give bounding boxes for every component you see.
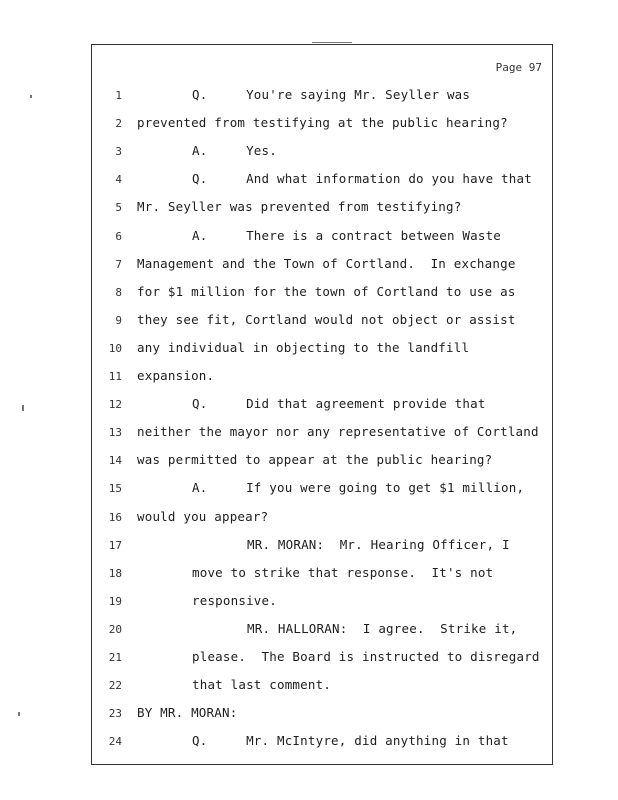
line-text: A. If you were going to get $1 million, — [192, 480, 525, 496]
line-text: MR. HALLORAN: I agree. Strike it, — [247, 620, 518, 636]
transcript-line — [92, 312, 552, 332]
line-number: 24 — [108, 735, 122, 749]
transcript-line — [92, 593, 552, 613]
transcript-line — [92, 705, 552, 725]
line-text: BY MR. MORAN: — [137, 705, 238, 721]
transcript-line — [92, 733, 552, 753]
line-number: 8 — [115, 285, 122, 299]
transcript-line — [92, 256, 552, 276]
line-text: Mr. Seyller was prevented from testifying? — [137, 199, 462, 215]
line-number: 13 — [108, 426, 122, 440]
line-text: Q. And what information do you have that — [192, 171, 532, 187]
line-text: Management and the Town of Cortland. In exchange — [137, 255, 516, 271]
line-text: would you appear? — [137, 508, 269, 524]
transcript-line — [92, 199, 552, 219]
line-text: Q. You're saying Mr. Seyller was — [192, 87, 471, 102]
line-text: that last comment. — [192, 677, 332, 693]
scan-speck — [18, 712, 20, 716]
line-number: 14 — [108, 454, 122, 468]
line-text: any individual in objecting to the landfill — [137, 339, 470, 355]
line-text: A. There is a contract between Waste — [192, 227, 502, 243]
line-number: 6 — [115, 229, 122, 243]
transcript-page — [91, 44, 553, 765]
line-number: 12 — [108, 398, 122, 412]
line-number: 1 — [115, 89, 122, 102]
line-text: they see fit, Cortland would not object or assist — [137, 311, 516, 327]
line-number: 3 — [115, 145, 122, 159]
line-number: 7 — [115, 257, 122, 271]
line-number: 2 — [115, 117, 122, 131]
line-text: neither the mayor nor any representative of Cortland — [137, 424, 539, 440]
transcript-line — [92, 509, 552, 529]
transcript-line — [92, 649, 552, 669]
transcript-line — [92, 621, 552, 641]
line-text: prevented from testifying at the public hearing? — [137, 115, 508, 131]
line-text: expansion. — [137, 368, 215, 383]
transcript-line — [92, 115, 552, 135]
line-number: 5 — [115, 201, 122, 215]
transcript-line — [92, 171, 552, 191]
page-number: Page 97 — [495, 61, 542, 74]
line-text: move to strike that response. It's not — [192, 564, 494, 580]
transcript-line — [92, 424, 552, 444]
scan-speck — [30, 95, 32, 98]
transcript-line — [92, 565, 552, 585]
line-text: Q. Mr. McIntyre, did anything in that — [192, 733, 509, 749]
line-number: 15 — [108, 482, 122, 496]
line-text: responsive. — [192, 592, 277, 608]
transcript-line — [92, 396, 552, 416]
line-text: Q. Did that agreement provide that — [192, 396, 486, 412]
line-number: 22 — [108, 679, 122, 693]
transcript-line — [92, 480, 552, 500]
line-text: please. The Board is instructed to disregard — [192, 649, 540, 664]
line-number: 17 — [108, 538, 122, 552]
line-number: 4 — [115, 173, 122, 187]
transcript-line — [92, 143, 552, 163]
transcript-line — [92, 228, 552, 248]
line-number: 20 — [108, 622, 122, 636]
scan-speck — [312, 42, 352, 43]
line-number: 16 — [108, 510, 122, 524]
transcript-line — [92, 537, 552, 557]
line-number: 9 — [115, 313, 122, 327]
line-text: for $1 million for the town of Cortland to use as — [137, 283, 516, 299]
scan-speck — [22, 405, 24, 411]
line-number: 21 — [108, 651, 122, 664]
line-text: was permitted to appear at the public hearing? — [137, 452, 493, 468]
transcript-line — [92, 452, 552, 472]
line-number: 18 — [108, 566, 122, 580]
transcript-line — [92, 368, 552, 388]
line-number: 19 — [108, 594, 122, 608]
transcript-line — [92, 340, 552, 360]
line-number: 10 — [108, 341, 122, 355]
line-number: 23 — [108, 707, 122, 721]
line-number: 11 — [108, 370, 122, 383]
line-text: MR. MORAN: Mr. Hearing Officer, I — [247, 536, 510, 552]
transcript-line — [92, 87, 552, 107]
line-text: A. Yes. — [192, 143, 277, 159]
transcript-line — [92, 677, 552, 697]
transcript-line — [92, 284, 552, 304]
